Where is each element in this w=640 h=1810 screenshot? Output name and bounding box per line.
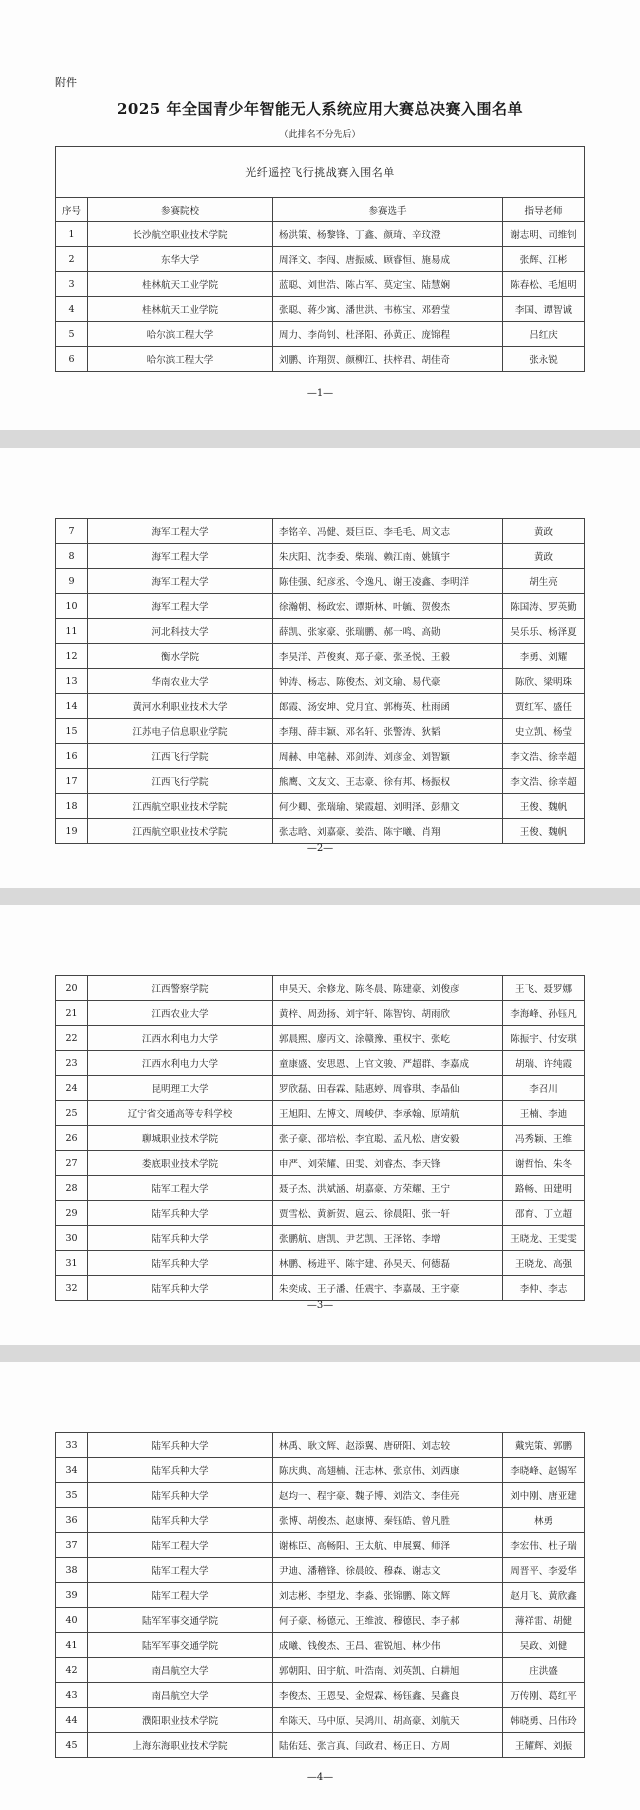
row-index: 1 (56, 222, 88, 247)
player-names: 刘鹏、许翔贺、颜柳江、扶梓君、胡佳奇 (273, 347, 503, 372)
table-row (56, 1226, 585, 1251)
player-names: 周力、李尚钊、杜泽阳、孙黄正、庞锦程 (273, 322, 503, 347)
teacher-names: 李文浩、徐幸超 (503, 744, 585, 769)
row-index: 10 (56, 594, 88, 619)
header-index: 序号 (56, 198, 88, 222)
player-names: 童康盛、安思恩、上官文骏、严超群、李嘉成 (273, 1051, 503, 1076)
teacher-names: 林勇 (503, 1508, 585, 1533)
row-index: 7 (56, 519, 88, 544)
row-index: 32 (56, 1276, 88, 1301)
teacher-names: 李晓峰、赵锡军 (503, 1458, 585, 1483)
school-name: 陆军兵种大学 (88, 1483, 273, 1508)
row-index: 18 (56, 794, 88, 819)
row-index: 34 (56, 1458, 88, 1483)
player-names: 刘志彬、李望龙、李淼、张锦鹏、陈文辉 (273, 1583, 503, 1608)
table-row (56, 1126, 585, 1151)
table-row (56, 744, 585, 769)
player-names: 郭朝阳、田宇航、叶浩南、刘英凯、白耕旭 (273, 1658, 503, 1683)
school-name: 辽宁省交通高等专科学校 (88, 1101, 273, 1126)
teacher-names: 王俊、魏帆 (503, 794, 585, 819)
table-row (56, 794, 585, 819)
teacher-names: 戴宪策、郭鹏 (503, 1433, 585, 1458)
teacher-names: 李国、谭智诚 (503, 297, 585, 322)
row-index: 12 (56, 644, 88, 669)
school-name: 娄底职业技术学院 (88, 1151, 273, 1176)
table-row (56, 569, 585, 594)
table-row (56, 669, 585, 694)
document-page-1 (0, 0, 640, 430)
player-names: 牟陈天、马中原、吴鸿川、胡高豪、刘航天 (273, 1708, 503, 1733)
table-row (56, 594, 585, 619)
player-names: 李俊杰、王恩旻、金煜霖、杨钰鑫、吴鑫良 (273, 1683, 503, 1708)
table-row (56, 1276, 585, 1301)
teacher-names: 王飞、聂罗娜 (503, 976, 585, 1001)
player-names: 张博、胡俊杰、赵康博、秦钰皓、曾凡胜 (273, 1508, 503, 1533)
teacher-names: 李宏伟、杜子瑞 (503, 1533, 585, 1558)
table-row (56, 1201, 585, 1226)
table-row (56, 976, 585, 1001)
table-row (56, 272, 585, 297)
finalist-table-page-1 (55, 146, 585, 372)
teacher-names: 史立凯、杨莹 (503, 719, 585, 744)
row-index: 26 (56, 1126, 88, 1151)
teacher-names: 王耀辉、刘振 (503, 1733, 585, 1758)
table-header (56, 198, 585, 222)
table-row (56, 1251, 585, 1276)
teacher-names: 冯秀颖、王维 (503, 1126, 585, 1151)
teacher-names: 陈国涛、罗英勤 (503, 594, 585, 619)
school-name: 陆军工程大学 (88, 1533, 273, 1558)
teacher-names: 庄洪盛 (503, 1658, 585, 1683)
school-name: 哈尔滨工程大学 (88, 347, 273, 372)
row-index: 33 (56, 1433, 88, 1458)
table-row (56, 1483, 585, 1508)
school-name: 江西飞行学院 (88, 769, 273, 794)
school-name: 海军工程大学 (88, 544, 273, 569)
school-name: 江西飞行学院 (88, 744, 273, 769)
row-index: 39 (56, 1583, 88, 1608)
player-names: 申昊天、余修龙、陈冬晨、陈建豪、刘俊彦 (273, 976, 503, 1001)
teacher-names: 黄政 (503, 544, 585, 569)
player-names: 李翔、薛丰颖、邓名轩、张警涛、狄韬 (273, 719, 503, 744)
teacher-names: 陈欣、梁明珠 (503, 669, 585, 694)
school-name: 桂林航天工业学院 (88, 297, 273, 322)
teacher-names: 路畅、田建明 (503, 1176, 585, 1201)
teacher-names: 万传刚、葛红平 (503, 1683, 585, 1708)
row-index: 22 (56, 1026, 88, 1051)
table-row (56, 1176, 585, 1201)
player-names: 熊鹰、文友文、王志豪、徐有邦、杨振权 (273, 769, 503, 794)
document-title: 2025 年全国青少年智能无人系统应用大赛总决赛入围名单 (117, 100, 523, 118)
row-index: 5 (56, 322, 88, 347)
school-name: 濮阳职业技术学院 (88, 1708, 273, 1733)
player-names: 杨洪策、杨黎锋、丁鑫、颜琦、辛玟澄 (273, 222, 503, 247)
school-name: 江西航空职业技术学院 (88, 819, 273, 844)
row-index: 23 (56, 1051, 88, 1076)
row-index: 19 (56, 819, 88, 844)
school-name: 江苏电子信息职业学院 (88, 719, 273, 744)
row-index: 28 (56, 1176, 88, 1201)
row-index: 20 (56, 976, 88, 1001)
teacher-names: 张辉、江彬 (503, 247, 585, 272)
teacher-names: 谢志明、司维钊 (503, 222, 585, 247)
row-index: 14 (56, 694, 88, 719)
player-names: 李铭辛、冯健、聂巨臣、李毛毛、周文志 (273, 519, 503, 544)
teacher-names: 邵育、丁立超 (503, 1201, 585, 1226)
player-names: 朱奕成、王子潘、任震宇、李嘉晟、王宇豪 (273, 1276, 503, 1301)
document-page-3 (0, 905, 640, 1345)
row-index: 44 (56, 1708, 88, 1733)
row-index: 13 (56, 669, 88, 694)
school-name: 陆军兵种大学 (88, 1276, 273, 1301)
player-names: 王旭阳、左博文、周峻伊、李承翰、原靖航 (273, 1101, 503, 1126)
school-name: 陆军军事交通学院 (88, 1633, 273, 1658)
school-name: 河北科技大学 (88, 619, 273, 644)
player-names: 尹迪、潘稽锋、徐晨皎、穆森、谢志文 (273, 1558, 503, 1583)
table-row (56, 1633, 585, 1658)
row-index: 29 (56, 1201, 88, 1226)
school-name: 哈尔滨工程大学 (88, 322, 273, 347)
document-page-2 (0, 448, 640, 888)
school-name: 南昌航空大学 (88, 1658, 273, 1683)
player-names: 陈庆典、高翅楠、汪志林、张京伟、刘西康 (273, 1458, 503, 1483)
teacher-names: 赵月飞、黄欣鑫 (503, 1583, 585, 1608)
row-index: 9 (56, 569, 88, 594)
teacher-names: 韩晓勇、吕伟玲 (503, 1708, 585, 1733)
teacher-names: 张永锐 (503, 347, 585, 372)
player-names: 申严、刘荣耀、田雯、刘睿杰、李天锋 (273, 1151, 503, 1176)
teacher-names: 陈春松、毛旭明 (503, 272, 585, 297)
finalist-table-page-3 (55, 975, 585, 1301)
page-number: —4— (306, 1772, 334, 1783)
school-name: 陆军兵种大学 (88, 1458, 273, 1483)
player-names: 罗欣磊、田春霖、陆惠婷、周睿琪、李晶仙 (273, 1076, 503, 1101)
table-row (56, 247, 585, 272)
teacher-names: 刘中刚、唐亚建 (503, 1483, 585, 1508)
teacher-names: 胡瑞、许纯霞 (503, 1051, 585, 1076)
school-name: 长沙航空职业技术学院 (88, 222, 273, 247)
player-names: 周赫、申笔赫、邓剑涛、刘彦金、刘智颖 (273, 744, 503, 769)
table-row (56, 1608, 585, 1633)
teacher-names: 陈振宇、付安琪 (503, 1026, 585, 1051)
player-names: 林鹏、杨进平、陈宇建、孙昊天、何德磊 (273, 1251, 503, 1276)
player-names: 郭晨熙、廖丙文、涂赣豫、重权宇、张屹 (273, 1026, 503, 1051)
player-names: 成曦、钱俊杰、王昌、霍锐旭、林少伟 (273, 1633, 503, 1658)
table-row (56, 322, 585, 347)
attachment-label: 附件 (55, 76, 77, 89)
row-index: 3 (56, 272, 88, 297)
row-index: 4 (56, 297, 88, 322)
table-row (56, 644, 585, 669)
row-index: 6 (56, 347, 88, 372)
player-names: 何子豪、杨德元、王维波、穆德民、李子郝 (273, 1608, 503, 1633)
school-name: 衡水学院 (88, 644, 273, 669)
school-name: 桂林航天工业学院 (88, 272, 273, 297)
teacher-names: 王楠、李迪 (503, 1101, 585, 1126)
table-row (56, 297, 585, 322)
school-name: 陆军工程大学 (88, 1583, 273, 1608)
table-row (56, 1001, 585, 1026)
teacher-names: 薄祥雷、胡健 (503, 1608, 585, 1633)
player-names: 林禹、耿文辉、赵添翼、唐研阳、刘志较 (273, 1433, 503, 1458)
school-name: 江西警察学院 (88, 976, 273, 1001)
player-names: 周泽文、李闯、唐振威、顾睿恒、施易成 (273, 247, 503, 272)
table-row (56, 1458, 585, 1483)
row-index: 11 (56, 619, 88, 644)
school-name: 南昌航空大学 (88, 1683, 273, 1708)
teacher-names: 李海峰、孙钰凡 (503, 1001, 585, 1026)
header-teachers: 指导老师 (503, 198, 585, 222)
row-index: 45 (56, 1733, 88, 1758)
row-index: 16 (56, 744, 88, 769)
page-number: —3— (306, 1300, 334, 1311)
player-names: 蓝聪、刘世浩、陈占军、莫定宝、陆慧娴 (273, 272, 503, 297)
section-title: 光纤遥控飞行挑战赛入围名单 (56, 147, 585, 198)
row-index: 42 (56, 1658, 88, 1683)
row-index: 31 (56, 1251, 88, 1276)
row-index: 38 (56, 1558, 88, 1583)
table-row (56, 769, 585, 794)
teacher-names: 吕红庆 (503, 322, 585, 347)
school-name: 海军工程大学 (88, 569, 273, 594)
table-row (56, 719, 585, 744)
table-row (56, 1076, 585, 1101)
document-subtitle: （此排名不分先后） (279, 130, 361, 140)
school-name: 华南农业大学 (88, 669, 273, 694)
player-names: 聂子杰、洪斌涵、胡嘉豪、方荣耀、王宁 (273, 1176, 503, 1201)
table-row (56, 1433, 585, 1458)
player-names: 黄梓、周劲扬、刘宇轩、陈智钧、胡雨欣 (273, 1001, 503, 1026)
row-index: 27 (56, 1151, 88, 1176)
table-row (56, 222, 585, 247)
table-row (56, 1558, 585, 1583)
school-name: 海军工程大学 (88, 519, 273, 544)
player-names: 谢栋臣、高畅阳、王太航、申展翼、师泽 (273, 1533, 503, 1558)
school-name: 江西水利电力大学 (88, 1051, 273, 1076)
row-index: 36 (56, 1508, 88, 1533)
teacher-names: 谢哲怡、朱冬 (503, 1151, 585, 1176)
table-row (56, 819, 585, 844)
school-name: 黄河水利职业技术大学 (88, 694, 273, 719)
school-name: 东华大学 (88, 247, 273, 272)
school-name: 江西航空职业技术学院 (88, 794, 273, 819)
school-name: 陆军兵种大学 (88, 1251, 273, 1276)
player-names: 张子豪、邵培松、李宜聪、孟凡松、唐安毅 (273, 1126, 503, 1151)
row-index: 15 (56, 719, 88, 744)
player-names: 徐瀚朝、杨政宏、谭斯林、叶毓、贺俊杰 (273, 594, 503, 619)
table-row (56, 544, 585, 569)
header-school: 参赛院校 (88, 198, 273, 222)
school-name: 上海东海职业技术学院 (88, 1733, 273, 1758)
page-number: —2— (306, 843, 334, 854)
school-name: 江西农业大学 (88, 1001, 273, 1026)
player-names: 陈佳强、纪彦丞、令逸凡、谢王凌鑫、李明洋 (273, 569, 503, 594)
school-name: 陆军工程大学 (88, 1176, 273, 1201)
table-row (56, 1708, 585, 1733)
table-row (56, 1733, 585, 1758)
teacher-names: 李勇、刘耀 (503, 644, 585, 669)
player-names: 贾雪松、黄新贺、扈云、徐晨阳、张一轩 (273, 1201, 503, 1226)
school-name: 昆明理工大学 (88, 1076, 273, 1101)
table-row (56, 694, 585, 719)
teacher-names: 王晓龙、王雯雯 (503, 1226, 585, 1251)
page-number: —1— (306, 388, 334, 399)
finalist-table-page-2 (55, 518, 585, 844)
row-index: 21 (56, 1001, 88, 1026)
player-names: 李昊洋、芦俊爽、郑子豪、张圣悦、王毅 (273, 644, 503, 669)
player-names: 张聪、蒋少寓、潘世洪、韦栋宝、邓碧莹 (273, 297, 503, 322)
teacher-names: 周晋平、李爱华 (503, 1558, 585, 1583)
row-index: 8 (56, 544, 88, 569)
school-name: 聊城职业技术学院 (88, 1126, 273, 1151)
player-names: 陆佑廷、张言真、闫政君、杨正日、方周 (273, 1733, 503, 1758)
school-name: 陆军兵种大学 (88, 1508, 273, 1533)
row-index: 40 (56, 1608, 88, 1633)
teacher-names: 李召川 (503, 1076, 585, 1101)
player-names: 张志晗、刘嘉豪、姜浩、陈宇曦、肖翔 (273, 819, 503, 844)
table-row (56, 519, 585, 544)
school-name: 江西水利电力大学 (88, 1026, 273, 1051)
player-names: 薛凯、张家豪、张瑞鹏、郝一鸣、高勋 (273, 619, 503, 644)
school-name: 陆军兵种大学 (88, 1433, 273, 1458)
teacher-names: 贾红军、盛任 (503, 694, 585, 719)
player-names: 钟涛、杨志、陈俊杰、刘文瑜、易代豪 (273, 669, 503, 694)
player-names: 赵均一、程宇豪、魏子博、刘浩文、李佳亮 (273, 1483, 503, 1508)
school-name: 陆军军事交通学院 (88, 1608, 273, 1633)
finalist-table-page-4 (55, 1432, 585, 1758)
row-index: 37 (56, 1533, 88, 1558)
row-index: 43 (56, 1683, 88, 1708)
teacher-names: 王俊、魏帆 (503, 819, 585, 844)
table-row (56, 1508, 585, 1533)
teacher-names: 李仲、李志 (503, 1276, 585, 1301)
table-row (56, 347, 585, 372)
teacher-names: 王晓龙、高强 (503, 1251, 585, 1276)
player-names: 朱庆阳、沈李委、柴瑞、赖江南、姚镇宇 (273, 544, 503, 569)
table-row (56, 619, 585, 644)
table-row (56, 1683, 585, 1708)
row-index: 25 (56, 1101, 88, 1126)
table-row (56, 1101, 585, 1126)
table-row (56, 1583, 585, 1608)
row-index: 17 (56, 769, 88, 794)
player-names: 郎霞、汤安坤、党月宜、郭梅英、杜雨函 (273, 694, 503, 719)
table-row (56, 1658, 585, 1683)
row-index: 2 (56, 247, 88, 272)
player-names: 何少卿、张瑞瑜、梁霞超、刘明泽、彭鼎文 (273, 794, 503, 819)
school-name: 陆军兵种大学 (88, 1201, 273, 1226)
player-names: 张鹏航、唐凯、尹艺凯、王泽铭、李增 (273, 1226, 503, 1251)
school-name: 陆军兵种大学 (88, 1226, 273, 1251)
school-name: 海军工程大学 (88, 594, 273, 619)
row-index: 35 (56, 1483, 88, 1508)
row-index: 41 (56, 1633, 88, 1658)
teacher-names: 吴政、刘健 (503, 1633, 585, 1658)
row-index: 30 (56, 1226, 88, 1251)
header-players: 参赛选手 (273, 198, 503, 222)
teacher-names: 吴乐乐、杨泽夏 (503, 619, 585, 644)
teacher-names: 李文浩、徐幸超 (503, 769, 585, 794)
table-row (56, 1051, 585, 1076)
table-row (56, 1533, 585, 1558)
teacher-names: 胡生亮 (503, 569, 585, 594)
table-row (56, 1151, 585, 1176)
document-page-4 (0, 1362, 640, 1810)
teacher-names: 黄政 (503, 519, 585, 544)
row-index: 24 (56, 1076, 88, 1101)
school-name: 陆军工程大学 (88, 1558, 273, 1583)
table-row (56, 1026, 585, 1051)
